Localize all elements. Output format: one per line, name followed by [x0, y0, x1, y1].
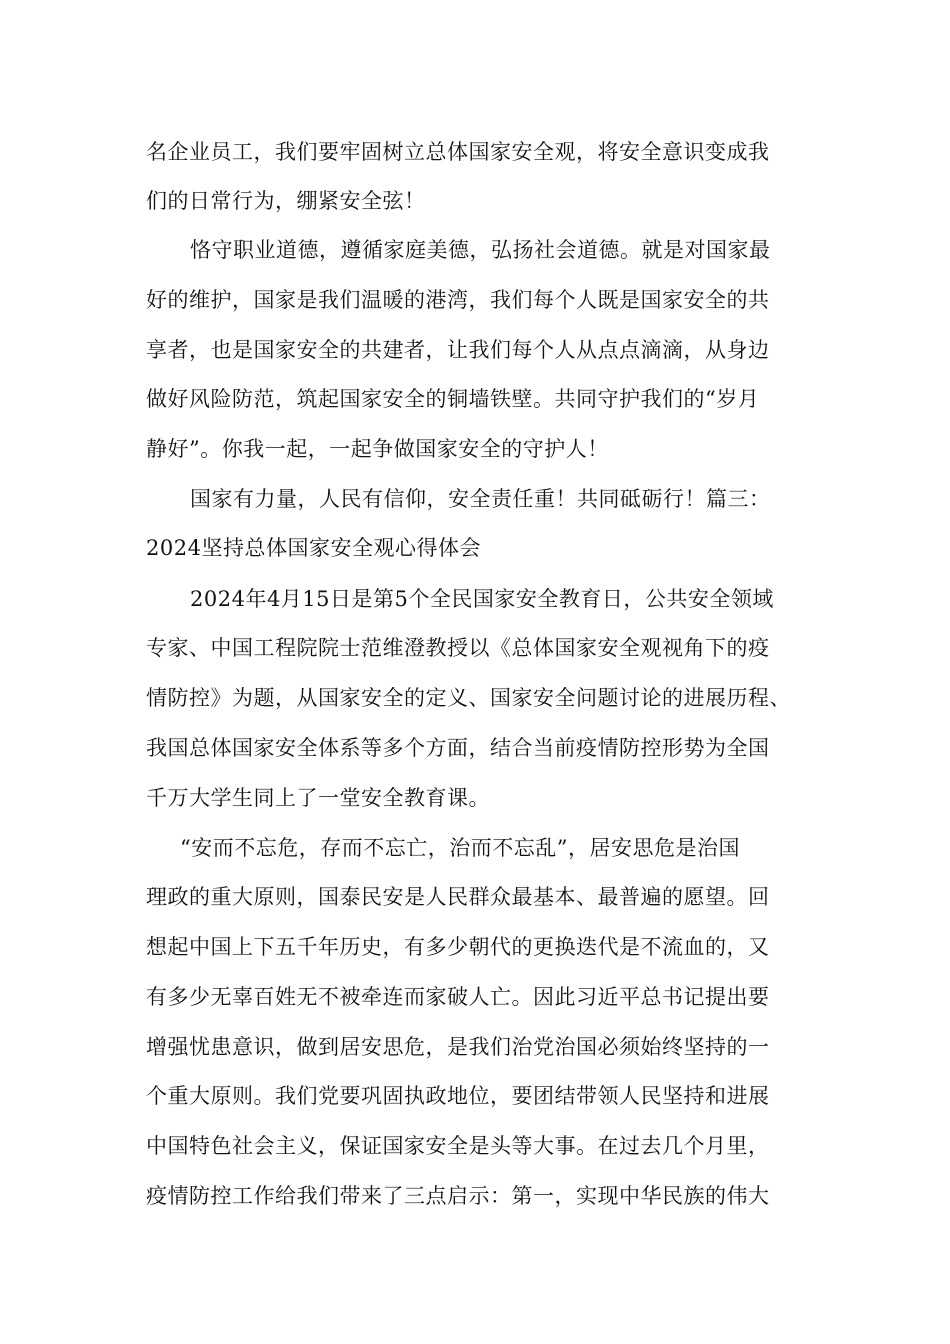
- text-line: 我国总体国家安全体系等多个方面，结合当前疫情防控形势为全国: [146, 736, 770, 760]
- text-line: 享者，也是国家安全的共建者，让我们每个人从点点滴滴，从身边: [146, 338, 770, 362]
- text-line: “安而不忘危，存而不忘亡，治而不忘乱”，居安思危是治国: [180, 836, 740, 860]
- text-line: 静好”。你我一起，一起争做国家安全的守护人！: [146, 437, 609, 461]
- text-line: 2024年4月15日是第5个全民国家安全教育日，公共安全领域: [190, 587, 774, 611]
- text-line: 名企业员工，我们要牢固树立总体国家安全观，将安全意识变成我: [146, 140, 770, 164]
- text-line: 疫情防控工作给我们带来了三点启示：第一，实现中华民族的伟大: [146, 1184, 770, 1208]
- text-line: 情防控》为题，从国家安全的定义、国家安全问题讨论的进展历程、: [146, 686, 791, 710]
- section-heading: 2024坚持总体国家安全观心得体会: [146, 536, 481, 560]
- text-line: 理政的重大原则，国泰民安是人民群众最基本、最普遍的愿望。回: [146, 885, 770, 909]
- text-line: 有多少无辜百姓无不被牵连而家破人亡。因此习近平总书记提出要: [146, 985, 770, 1009]
- text-line: 个重大原则。我们党要巩固执政地位，要团结带领人民坚持和进展: [146, 1084, 770, 1108]
- text-line: 国家有力量，人民有信仰，安全责任重！共同砥砺行！篇三：: [190, 487, 771, 511]
- text-line: 好的维护，国家是我们温暖的港湾，我们每个人既是国家安全的共: [146, 288, 770, 312]
- text-line: 做好风险防范，筑起国家安全的铜墙铁壁。共同守护我们的“岁月: [146, 387, 760, 411]
- text-line: 中国特色社会主义，保证国家安全是头等大事。在过去几个月里，: [146, 1134, 770, 1158]
- text-line: 恪守职业道德，遵循家庭美德，弘扬社会道德。就是对国家最: [190, 238, 771, 262]
- text-line: 专家、中国工程院院士范维澄教授以《总体国家安全观视角下的疫: [146, 636, 770, 660]
- text-line: 千万大学生同上了一堂安全教育课。: [146, 786, 490, 810]
- text-line: 增强忧患意识，做到居安思危，是我们治党治国必须始终坚持的一: [146, 1035, 770, 1059]
- text-line: 想起中国上下五千年历史，有多少朝代的更换迭代是不流血的，又: [146, 935, 770, 959]
- text-line: 们的日常行为，绷紧安全弦！: [146, 189, 426, 213]
